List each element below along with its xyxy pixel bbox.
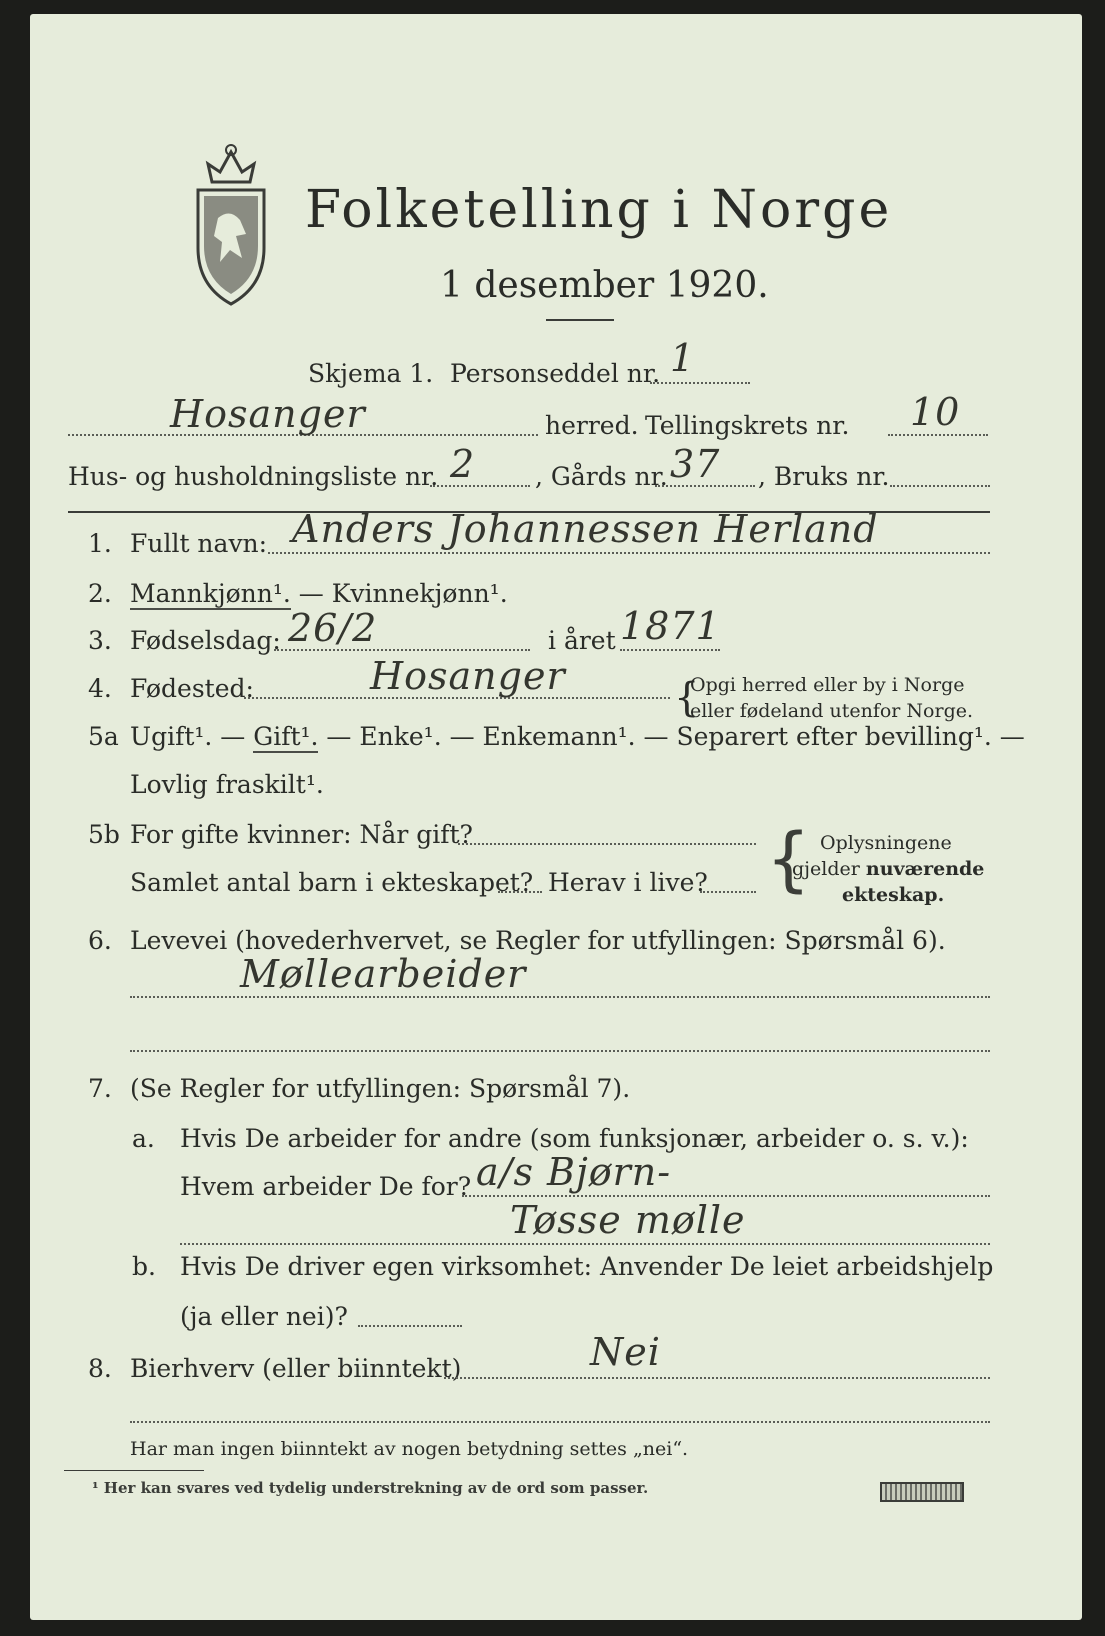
q1-label: Fullt navn: — [130, 529, 268, 558]
q3-year-field — [620, 649, 720, 651]
q5b-barn-field — [498, 891, 542, 893]
q3-year-label: i året — [548, 626, 616, 655]
q3-year-value: 1871 — [620, 604, 721, 648]
q6-value: Møllearbeider — [240, 952, 527, 996]
q7-number: 7. — [88, 1074, 112, 1103]
footnote-separator — [64, 1470, 204, 1471]
q2-female-option: Kvinnekjønn¹. — [331, 579, 508, 608]
q5b-number: 5b — [88, 820, 120, 849]
q7b-field — [358, 1325, 462, 1327]
q7a-value-2: Tøsse mølle — [510, 1198, 746, 1242]
q7a-line2: Hvem arbeider De for? — [180, 1172, 472, 1201]
q5a-separator: — — [212, 722, 254, 751]
q4-label: Fødested: — [130, 674, 254, 703]
q5a-line2: Lovlig fraskilt¹. — [130, 770, 324, 799]
bruks-field — [890, 485, 990, 487]
tellingskrets-label: Tellingskrets nr. — [645, 411, 850, 440]
q7a-field-2 — [180, 1243, 990, 1245]
personseddel-label: Personseddel nr. — [450, 359, 661, 388]
q4-note-line2: eller fødeland utenfor Norge. — [690, 700, 974, 722]
q7-label: (Se Regler for utfyllingen: Spørsmål 7). — [130, 1074, 631, 1103]
bruks-label: , Bruks nr. — [758, 462, 890, 491]
q5a-gift: Gift¹. — [253, 722, 319, 751]
q3-number: 3. — [88, 626, 112, 655]
q2-options — [130, 579, 508, 609]
form-title: Folketelling i Norge — [305, 180, 893, 240]
q2-number: 2. — [88, 579, 112, 608]
q7a-number: a. — [132, 1124, 155, 1153]
q5a-options — [130, 722, 1025, 752]
q8-field-2 — [130, 1421, 990, 1423]
q7a-value-1: a/s Bjørn- — [476, 1150, 672, 1194]
q6-field-1 — [130, 996, 990, 998]
q8-value: Nei — [590, 1330, 661, 1374]
census-date: 1 desember 1920. — [440, 265, 769, 306]
q1-field — [268, 552, 990, 554]
footer-note: Har man ingen biinntekt av nogen betydning settes „nei“. — [130, 1438, 689, 1460]
herred-value: Hosanger — [170, 392, 366, 436]
q7a-line1: Hvis De arbeider for andre (som funksjonær, arbeider o. s. v.): — [180, 1124, 969, 1153]
q6-number: 6. — [88, 926, 112, 955]
q5b-note2 — [792, 856, 984, 882]
gards-value: 37 — [670, 442, 721, 486]
q8-label: Bierhverv (eller biinntekt) — [130, 1354, 462, 1383]
tellingskrets-field — [888, 434, 988, 436]
q6-field-2 — [130, 1050, 990, 1052]
q5b-note2b: nuværende — [865, 858, 985, 880]
q8-field — [444, 1377, 990, 1379]
q3-label: Fødselsdag: — [130, 626, 281, 655]
gards-label: , Gårds nr. — [535, 462, 668, 491]
herred-label: herred. — [545, 411, 639, 440]
coat-of-arms-icon — [190, 138, 272, 310]
q1-number: 1. — [88, 529, 112, 558]
q7b-line1: Hvis De driver egen virksomhet: Anvender De leiet arbeidshjelp — [180, 1252, 994, 1281]
census-form-sheet — [30, 14, 1082, 1620]
q2-separator: — — [290, 579, 332, 608]
husliste-field — [430, 485, 530, 487]
q5a-number: 5a — [88, 722, 119, 751]
q5b-line1: For gifte kvinner: Når gift? — [130, 820, 473, 849]
q7b-number: b. — [132, 1252, 156, 1281]
q5b-brace: { — [766, 818, 811, 900]
tellingskrets-value: 10 — [910, 390, 961, 434]
q2-male-option: Mannkjønn¹. — [130, 579, 291, 608]
personseddel-value: 1 — [670, 336, 696, 380]
q8-number: 8. — [88, 1354, 112, 1383]
q3-value: 26/2 — [288, 606, 378, 650]
q5b-note3: ekteskap. — [842, 884, 945, 906]
q4-note-line1: Opgi herred eller by i Norge — [690, 674, 965, 696]
husliste-label: Hus- og husholdningsliste nr. — [68, 462, 439, 491]
title-divider — [546, 319, 614, 321]
q4-bracket: { — [674, 675, 700, 721]
q7b-line2: (ja eller nei)? — [180, 1302, 348, 1331]
q4-number: 4. — [88, 674, 112, 703]
q5b-line2b: Herav i live? — [548, 868, 708, 897]
q5b-gift-field — [458, 843, 756, 845]
q5b-note2a: gjelder — [792, 858, 866, 880]
personseddel-field — [650, 382, 750, 384]
q5a-ugift: Ugift¹. — [130, 722, 213, 751]
q5b-ilive-field — [700, 891, 756, 893]
q6-label: Levevei (hovederhvervet, se Regler for utfyllingen: Spørsmål 6). — [130, 926, 946, 955]
q5a-other-options: — Enke¹. — Enkemann¹. — Separert efter bevilling¹. — — [318, 722, 1025, 751]
printer-stamp — [880, 1482, 964, 1502]
skjema-label: Skjema 1. — [308, 359, 434, 388]
q4-value: Hosanger — [370, 654, 566, 698]
husliste-value: 2 — [450, 442, 476, 486]
q1-value: Anders Johannessen Herland — [292, 507, 879, 551]
q5b-line2a: Samlet antal barn i ekteskapet? — [130, 868, 534, 897]
q5b-note1: Oplysningene — [820, 832, 952, 854]
q7a-field-1 — [462, 1195, 990, 1197]
footnote: ¹ Her kan svares ved tydelig understrekning av de ord som passer. — [92, 1479, 649, 1497]
